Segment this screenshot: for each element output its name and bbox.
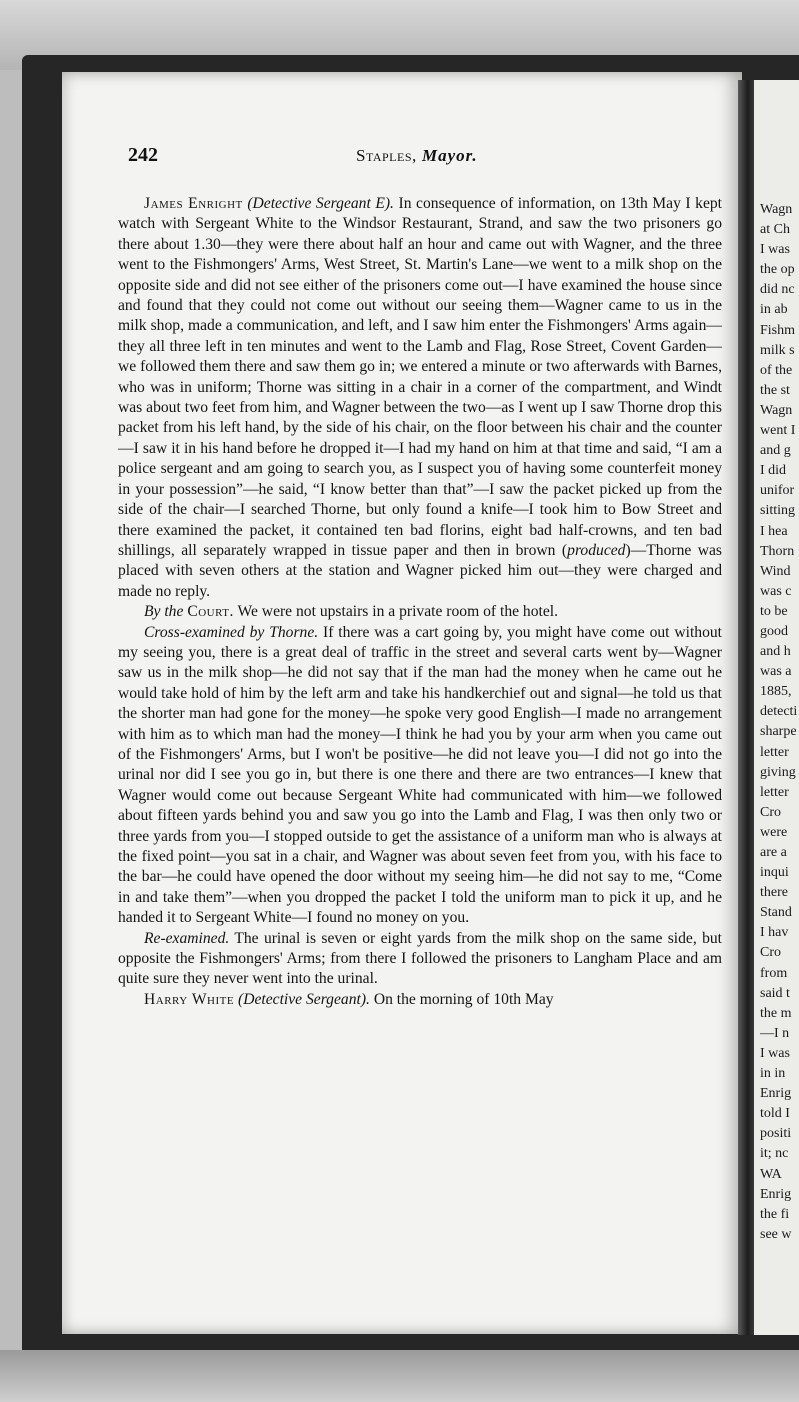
adjacent-line-fragment: I was bbox=[760, 242, 790, 258]
paragraph-cross-examined: Cross-examined by Thorne. If there was a cart going by, you might have come out without my seeing you, there is a great deal of traffic in the street and several carts went by—Wagner saw us in the milk shop—he did not say that if the man had the money when he came out he would take hold of him by the left arm and take his handkerchief out and signal—he told us that the shorter man had gone for the money—he spoke very good English—I made no arrangement with him as to which man had the money—I think he had you by your arm when you came out of the Fishmongers' Arms, but I won't be positive—he did not leave you—I did not go into the urinal nor did I see you go in, but there is one there and there are two entrances—I knew that Wagner would come out because Sergeant White had communicated with him—we followed about fifteen yards behind you and saw you go into the Lamb and Flag, I was then only two or three yards from you—I stopped outside to get the assistance of a uniform man who is always at the fixed point—you sat in a chair, and Wagner was about seven feet from you, with his face to the bar—he could have opened the door without my seeing him—he did not say to me, “Come in and take them”—when you dropped the packet I told the uniform man to pick it up, and he handed it to Sergeant White—I found no money on you. bbox=[118, 623, 723, 927]
adjacent-line-fragment: I hav bbox=[760, 925, 789, 941]
adjacent-line-fragment: Enrig bbox=[760, 1186, 792, 1202]
adjacent-line-fragment: Wagn bbox=[760, 202, 793, 217]
adjacent-line-fragment: Stand bbox=[760, 905, 792, 921]
adjacent-line-fragment: inqui bbox=[760, 865, 789, 881]
adjacent-line-fragment: I did bbox=[760, 463, 787, 479]
adjacent-line-fragment: unifor bbox=[760, 483, 795, 499]
adjacent-line-fragment: sharpe bbox=[760, 724, 797, 740]
adjacent-line-fragment: detecti bbox=[760, 704, 798, 720]
paragraph-re-examined: Re-examined. The urinal is seven or eight yards from the milk shop on the same side, but opposite the Fishmongers' Arms; from there I followed the prisoners to Langham Place and am quite sure they never went into the urinal. bbox=[118, 929, 722, 988]
adjacent-line-fragment: the m bbox=[760, 1005, 792, 1021]
adjacent-line-fragment: milk s bbox=[760, 342, 795, 358]
speaker-role: (Detective Sergeant). bbox=[238, 990, 370, 1008]
running-title: Staples, Mayor. bbox=[356, 146, 478, 165]
page-number: 242 bbox=[128, 144, 158, 166]
adjacent-line-fragment: the fi bbox=[760, 1206, 790, 1222]
adjacent-line-fragment: Wagn bbox=[760, 402, 793, 418]
adjacent-line-fragment: good bbox=[760, 623, 788, 639]
adjacent-line-fragment: Cro bbox=[760, 945, 781, 961]
adjacent-line-fragment: told I bbox=[760, 1106, 790, 1122]
scanner-background-bottom bbox=[0, 1350, 799, 1402]
adjacent-line-fragment: there bbox=[760, 885, 788, 901]
adjacent-line-fragment: was c bbox=[760, 583, 792, 599]
adjacent-line-fragment: Fishm bbox=[760, 322, 796, 338]
paragraph-enright: James Enright (Detective Sergeant E). In consequence of information, on 13th May I kept watch with Sergeant White to the Windsor Restaurant, Strand, and saw the two prisoners go there about 1.30—they were there about half an hour and came out with Wagner, and the three went to the Fishmongers' Arms, West Street, St. Martin's Lane—we went to a milk shop on the opposite side and did not see either of the prisoners come out—I have examined the house since and found that they could not come out without our seeing them—Wagner came to us in the milk shop, made a communication, and left, and I saw him enter the Fishmongers' Arms again—they all three left in ten minutes and went to the Lamb and Flag, Rose Street, Covent Garden—we followed them there and saw them go in; we entered a minute or two afterwards with Barnes, who was in uniform; Thorne was sitting in a chair in a corner of the compartment, and Windt was about two feet from him, and Wagner between the two—as I went up I saw Thorne drop this packet from his left hand, by the side of his chair, on the floor between his chair and the counter—I saw it in his hand before he dropped it—I had my hand on him at that time and said, “I am a police sergeant and am going to search you, as I suspect you of having some counterfeit money in your possession”—he said, “I know better than that”—I saw the packet picked up from the side of the chair—I searched Thorne, but only found a knife—I took him to Bow Street and there examined the packet, it contained ten bad florins, eight bad half-crowns, and ten bad shillings, all separately wrapped in tissue paper and then in brown (produced)—Thorne was placed with seven others at the station and Wagner picked him out—they were charged and made no reply. bbox=[118, 195, 723, 600]
adjacent-line-fragment: of the bbox=[760, 362, 793, 378]
speaker-name: Harry White bbox=[144, 990, 235, 1008]
adjacent-line-fragment: to be bbox=[760, 603, 788, 619]
adjacent-line-fragment: I was bbox=[760, 1045, 790, 1061]
adjacent-line-fragment: in ab bbox=[760, 302, 788, 318]
adjacent-line-fragment: the op bbox=[760, 262, 795, 278]
adjacent-line-fragment: letter bbox=[760, 744, 789, 760]
left-page bbox=[62, 72, 742, 1334]
adjacent-line-fragment: are a bbox=[760, 845, 787, 860]
page-body bbox=[118, 194, 722, 1010]
adjacent-line-fragment: went I bbox=[760, 423, 796, 439]
adjacent-line-fragment: and g bbox=[760, 443, 791, 459]
adjacent-line-fragment: said t bbox=[760, 985, 790, 1001]
adjacent-page-fragments bbox=[760, 200, 799, 1245]
adjacent-line-fragment: positi bbox=[760, 1126, 792, 1142]
adjacent-line-fragment: sitting bbox=[760, 503, 796, 519]
adjacent-line-fragment: Wind bbox=[760, 563, 791, 579]
running-header bbox=[128, 144, 728, 174]
adjacent-line-fragment: WA bbox=[760, 1166, 782, 1182]
adjacent-line-fragment: giving bbox=[760, 764, 796, 780]
adjacent-line-fragment: see w bbox=[760, 1226, 792, 1242]
adjacent-line-fragment: was a bbox=[760, 664, 792, 680]
adjacent-line-fragment: it; nc bbox=[760, 1146, 789, 1162]
adjacent-line-fragment: 1885, bbox=[760, 684, 792, 700]
adjacent-line-fragment: in in bbox=[760, 1066, 786, 1082]
adjacent-line-fragment: did nc bbox=[760, 282, 795, 298]
speaker-name: James Enright bbox=[144, 195, 243, 212]
adjacent-line-fragment: at Ch bbox=[760, 222, 790, 238]
book-gutter bbox=[738, 80, 754, 1335]
adjacent-page-edge bbox=[754, 80, 799, 1335]
adjacent-line-fragment: were bbox=[760, 824, 788, 840]
adjacent-line-fragment: Cro bbox=[760, 804, 781, 820]
adjacent-line-fragment: —I n bbox=[760, 1025, 790, 1041]
adjacent-line-fragment: the st bbox=[760, 382, 790, 398]
adjacent-line-fragment: and h bbox=[760, 644, 791, 660]
paragraph-court: By the Court. We were not upstairs in a private room of the hotel. bbox=[144, 603, 559, 621]
adjacent-line-fragment: Enrig bbox=[760, 1086, 792, 1102]
adjacent-line-fragment: letter bbox=[760, 784, 789, 800]
adjacent-line-fragment: Thorn bbox=[760, 543, 795, 559]
adjacent-line-fragment: from bbox=[760, 965, 788, 981]
paragraph-white: Harry White (Detective Sergeant). On the morning of 10th May bbox=[144, 990, 554, 1008]
adjacent-line-fragment: I hea bbox=[760, 523, 788, 539]
speaker-role: (Detective Sergeant E). bbox=[247, 195, 394, 212]
